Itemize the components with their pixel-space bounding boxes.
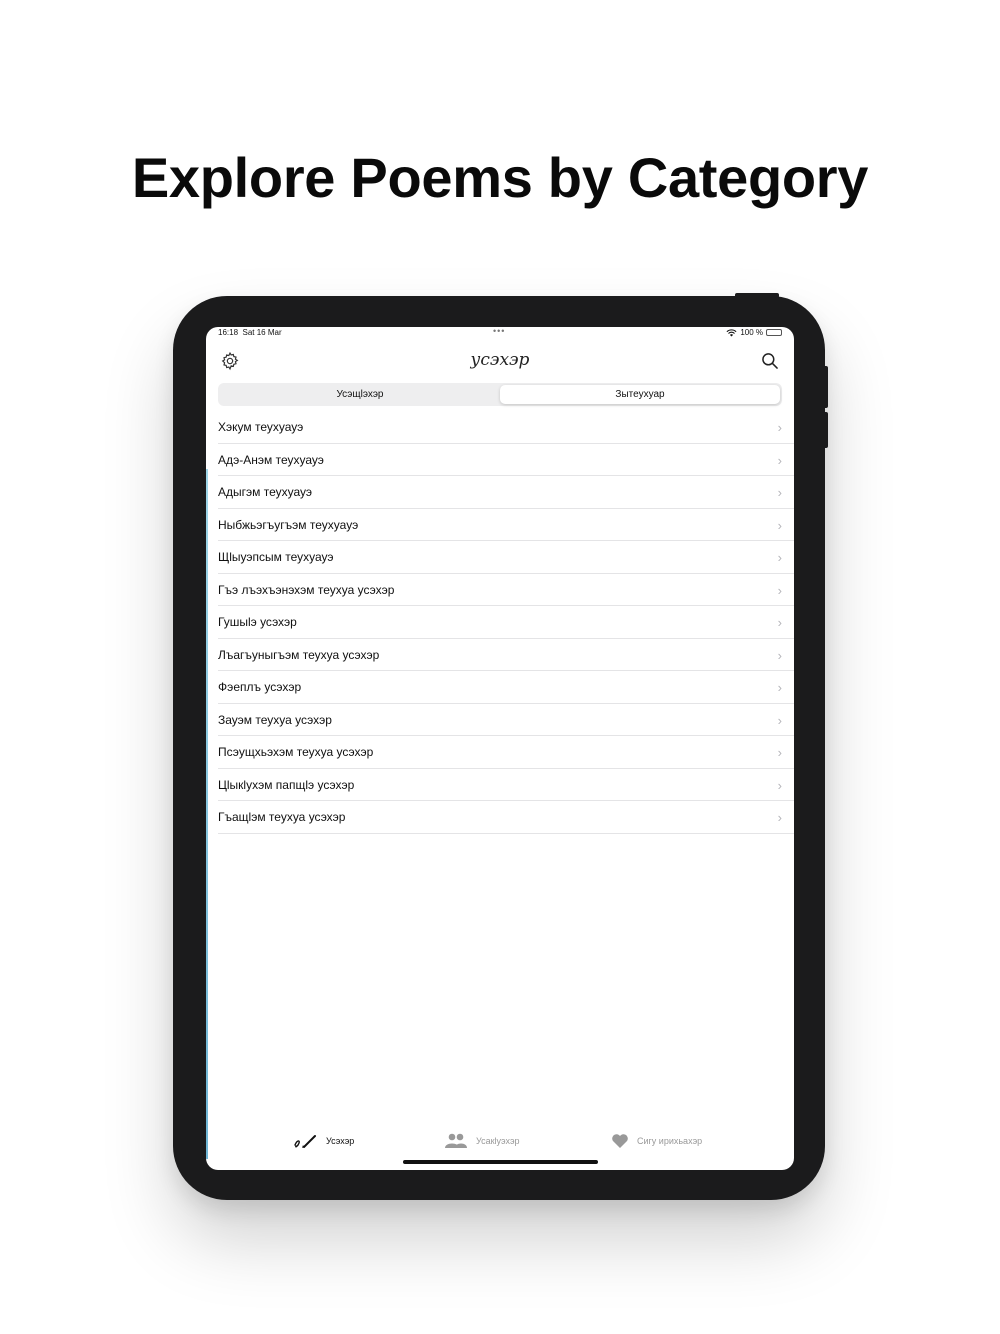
list-item[interactable] — [218, 509, 794, 542]
chevron-right-icon: › — [777, 550, 782, 565]
chevron-right-icon: › — [777, 452, 782, 468]
list-item[interactable] — [218, 476, 794, 509]
headline: Explore Poems by Category — [131, 146, 869, 209]
list-item[interactable] — [218, 671, 794, 704]
list-item-label: Фэеплъ усэхэр — [218, 680, 302, 694]
power-button — [735, 293, 779, 298]
navigation-bar — [206, 345, 794, 381]
heart-icon — [611, 1133, 629, 1149]
pen-icon — [294, 1133, 318, 1149]
list-item[interactable] — [218, 801, 794, 834]
list-item-label: Ныбжьэгъугъэм теухуауэ — [218, 517, 359, 532]
list-item-label: Гушыlэ усэхэр — [218, 615, 297, 629]
screen — [206, 327, 794, 1170]
battery-percent: 100 % — [740, 328, 763, 337]
search-icon[interactable] — [760, 351, 780, 371]
status-time: 16:18 Sat 16 Mar — [218, 328, 282, 337]
list-item[interactable] — [218, 769, 794, 802]
volume-down-button — [823, 412, 828, 448]
list-item[interactable] — [218, 574, 794, 607]
list-item[interactable] — [218, 444, 794, 477]
chevron-right-icon: › — [777, 485, 782, 500]
list-item-label: Зауэм теухуа усэхэр — [218, 712, 332, 727]
multitask-dots[interactable]: ••• — [493, 327, 506, 336]
chevron-right-icon: › — [777, 582, 782, 598]
chevron-right-icon: › — [777, 745, 782, 760]
status-right — [726, 328, 782, 337]
list-item-label: Хэкум теухуауэ — [218, 420, 304, 434]
list-item-label: Псэущхьэхэм теухуа усэхэр — [218, 745, 374, 759]
list-item[interactable] — [218, 541, 794, 574]
app-title: усэхэр — [470, 350, 530, 370]
chevron-right-icon: › — [777, 777, 782, 793]
chevron-right-icon: › — [777, 517, 782, 533]
battery-icon — [766, 329, 782, 336]
chevron-right-icon: › — [777, 647, 782, 663]
chevron-right-icon: › — [777, 615, 782, 630]
tab-bar — [206, 1127, 794, 1157]
tab-poems-label: Усэхэр — [326, 1136, 355, 1146]
tab-poets[interactable] — [444, 1133, 520, 1149]
category-list — [206, 411, 794, 834]
list-item[interactable] — [218, 639, 794, 672]
people-icon — [444, 1133, 468, 1149]
list-item-label: Адыгэм теухуауэ — [218, 485, 313, 499]
segment-categories[interactable]: Зытеухуар — [500, 385, 780, 404]
segmented-control — [218, 383, 782, 406]
list-item-label: Гъащlэм теухуа усэхэр — [218, 810, 346, 824]
volume-up-button — [823, 366, 828, 408]
tab-favorites[interactable] — [611, 1133, 702, 1149]
list-item-label: Гъэ лъэхъэнэхэм теухуа усэхэр — [218, 582, 395, 597]
status-bar — [206, 327, 794, 341]
tab-poets-label: Усакlуэхэр — [476, 1136, 520, 1146]
chevron-right-icon: › — [777, 712, 782, 728]
tab-favorites-label: Сигу ирихьахэр — [637, 1136, 703, 1146]
list-item-label: Лъагъуныгъэм теухуа усэхэр — [218, 647, 380, 662]
list-item-label: Щlыуэпсым теухуауэ — [218, 550, 334, 564]
wifi-icon — [726, 329, 737, 337]
list-item[interactable] — [218, 736, 794, 769]
list-item[interactable] — [218, 411, 794, 444]
segment-poems[interactable]: Усэщlэхэр — [336, 389, 384, 400]
chevron-right-icon: › — [777, 420, 782, 435]
list-item-label: Цlыкlухэм папщlэ усэхэр — [218, 777, 355, 792]
list-item[interactable] — [218, 606, 794, 639]
chevron-right-icon: › — [777, 680, 782, 695]
chevron-right-icon: › — [777, 810, 782, 825]
list-item-label: Адэ-Анэм теухуауэ — [218, 452, 324, 467]
tab-poems[interactable] — [294, 1133, 354, 1149]
home-indicator[interactable] — [403, 1160, 598, 1164]
list-item[interactable] — [218, 704, 794, 737]
